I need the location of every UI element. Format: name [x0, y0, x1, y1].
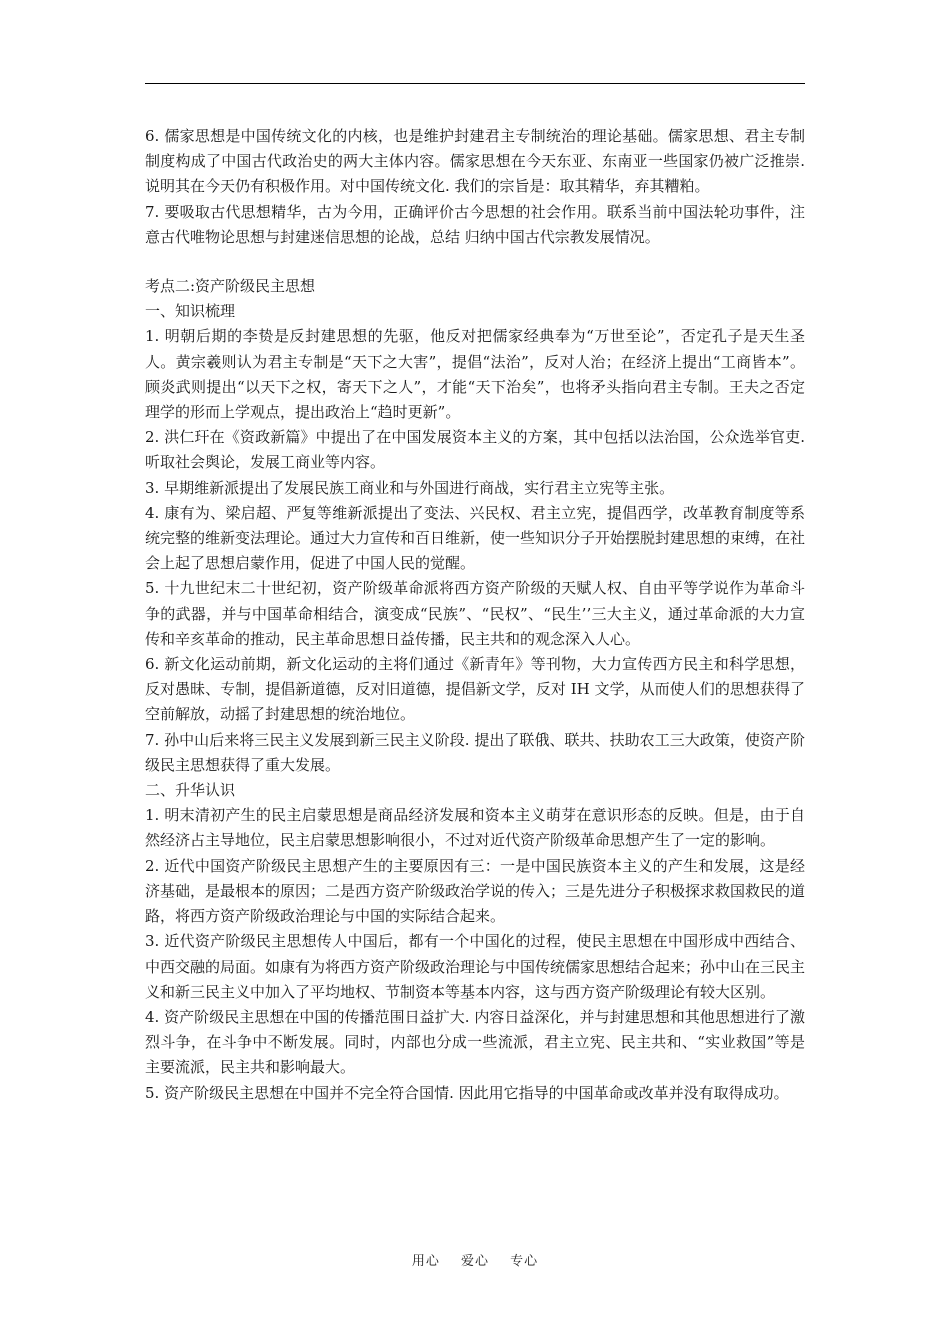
- paragraph: 4. 资产阶级民主思想在中国的传播范围日益扩大. 内容日益深化，并与封建思想和其他思想进行了激烈斗争，在斗争中不断发展。同时，内部也分成一些流派，君主立宪、民主共和、“实业救国”等是主要流派，民主共和影响最大。: [145, 1007, 805, 1077]
- footer-text: 爱心: [460, 1254, 489, 1269]
- paragraph: 4. 康有为、梁启超、严复等维新派提出了变法、兴民权、君主立宪，提倡西学，改革教育制度等系统完整的维新变法理论。通过大力宣传和百日维新，使一些知识分子开始摆脱封建思想的束缚，在社会上起了思想启蒙作用，促进了中国人民的觉醒。: [145, 503, 806, 573]
- paragraph: 5. 十九世纪末二十世纪初，资产阶级革命派将西方资产阶级的天赋人权、自由平等学说作为革命斗争的武器，并与中国革命相结合，演变成“民族”、“民权”、“民生’’三大主义，通过革命派的大力宣传和辛亥革命的推动，民主革命思想日益传播，民主共和的观念深入人心。: [145, 579, 805, 648]
- paragraph: 7. 孙中山后来将三民主义发展到新三民主义阶段. 提出了联俄、联共、扶助农工三大政策，使资产阶级民主思想获得了重大发展。: [145, 730, 805, 774]
- spacer: [145, 250, 805, 274]
- page-footer: [0, 1250, 950, 1269]
- paragraph: 3. 早期维新派提出了发展民族工商业和与外国进行商战，实行君主立宪等主张。: [145, 478, 675, 497]
- subsection-title: 二、升华认识: [145, 781, 236, 800]
- paragraph: 7. 要吸取古代思想精华，古为今用，正确评价古今思想的社会作用。联系当前中国法轮功事件，注意古代唯物论思想与封建迷信思想的论战，总结 归纳中国古代宗教发展情况。: [145, 202, 805, 246]
- footer-text: 专心: [510, 1254, 539, 1269]
- paragraph: 6. 儒家思想是中国传统文化的内核，也是维护封建君主专制统治的理论基础。儒家思想、君主专制制度构成了中国古代政治史的两大主体内容。儒家思想在今天东亚、东南亚一些国家仍被广泛推崇. 说明其在今天仍有积极作用。对中国传统文化. 我们的宗旨是：取其精华，弃其糟粕。: [145, 127, 805, 196]
- section-title: 考点二:资产阶级民主思想: [145, 277, 316, 296]
- paragraph: 1. 明末清初产生的民主启蒙思想是商品经济发展和资本主义萌芽在意识形态的反映。但是，由于自然经济占主导地位，民主启蒙思想影响很小，不过对近代资产阶级革命思想产生了一定的影响。: [145, 806, 805, 850]
- footer-text: 用心: [411, 1254, 440, 1269]
- header-rule: [145, 83, 805, 84]
- document-body: [145, 124, 805, 1106]
- paragraph: 1. 明朝后期的李贽是反封建思想的先驱，他反对把儒家经典奉为“万世至论”，否定孔子是天生圣人。黄宗羲则认为君主专制是“天下之大害”，提倡“法治”，反对人治；在经济上提出“工商皆本”。顾炎武则提出“以天下之权，寄天下之人”，才能“天下治矣”，也将矛头指向君主专制。王夫之否定理学的形而上学观点，提出政治上“趋时更新”。: [145, 327, 805, 422]
- paragraph: 2. 近代中国资产阶级民主思想产生的主要原因有三：一是中国民族资本主义的产生和发展，这是经济基础，是最根本的原因；二是西方资产阶级政治学说的传入；三是先进分子积极探求救国救民的道路，将西方资产阶级政治理论与中国的实际结合起来。: [145, 856, 806, 926]
- paragraph: 6. 新文化运动前期，新文化运动的主将们通过《新青年》等刊物，大力宣传西方民主和科学思想，反对愚昧、专制，提倡新道德，反对旧道德，提倡新文学，反对 IH 文学，从而使人们的思想获得了空前解放，动摇了封建思想的统治地位。: [145, 655, 805, 724]
- paragraph: 5. 资产阶级民主思想在中国并不完全符合国情. 因此用它指导的中国革命或改革并没有取得成功。: [145, 1083, 789, 1102]
- paragraph: 3. 近代资产阶级民主思想传人中国后，都有一个中国化的过程，使民主思想在中国形成中西结合、中西交融的局面。如康有为将西方资产阶级政治理论与中国传统儒家思想结合起来；孙中山在三民主义和新三民主义中加入了平均地权、节制资本等基本内容，这与西方资产阶级理论有较大区别。: [145, 932, 806, 1001]
- paragraph: 2. 洪仁玕在《资政新篇》中提出了在中国发展资本主义的方案，其中包括以法治国，公众选举官吏. 听取社会舆论，发展工商业等内容。: [145, 428, 805, 472]
- subsection-title: 一、知识梳理: [145, 302, 236, 321]
